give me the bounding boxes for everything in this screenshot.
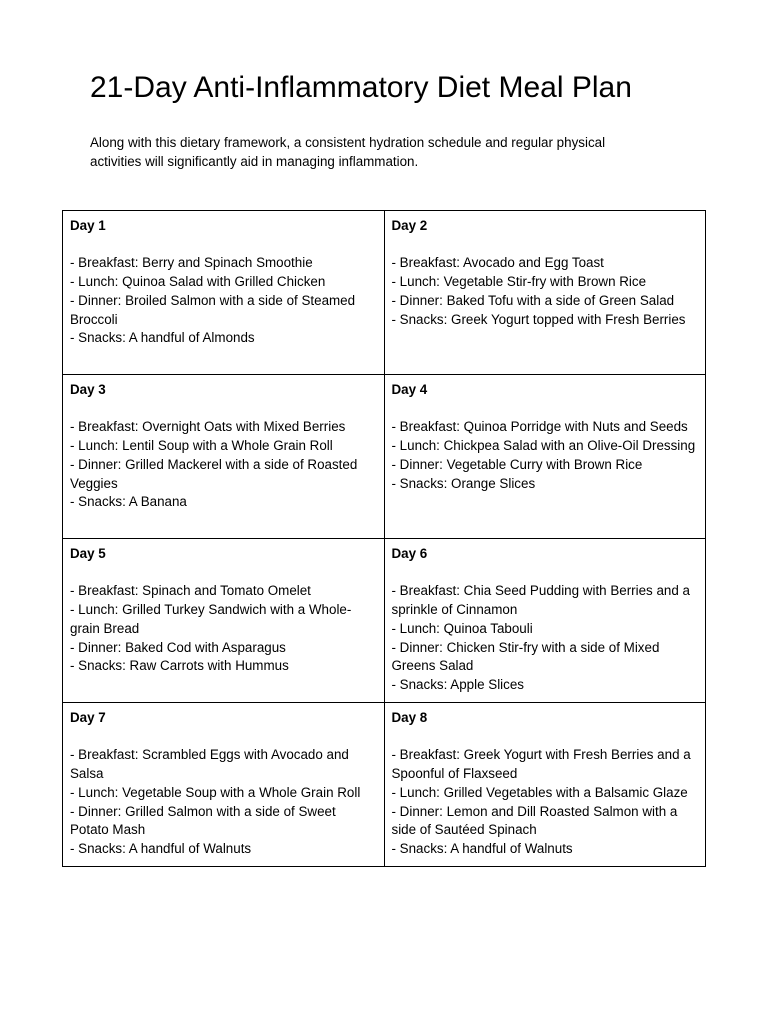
meal-line: - Dinner: Baked Tofu with a side of Green Salad [391,292,675,308]
meal-line: - Dinner: Baked Cod with Asparagus [70,639,286,655]
table-row [63,703,706,867]
meal-line: - Dinner: Broiled Salmon with a side of Steamed Broccoli [70,292,356,327]
meal-line: - Breakfast: Greek Yogurt with Fresh Berries and a Spoonful of Flaxseed [391,747,691,782]
meal-line: - Lunch: Quinoa Salad with Grilled Chicken [70,274,326,290]
meal-line: - Lunch: Grilled Turkey Sandwich with a Whole-grain Bread [70,602,352,636]
day-title: Day 4 [391,382,428,397]
meal-line: - Snacks: Raw Carrots with Hummus [70,658,289,674]
day-title: Day 7 [70,710,106,725]
day-cell [384,375,706,539]
meal-line: - Breakfast: Overnight Oats with Mixed Berries [70,419,346,435]
meal-line: - Snacks: Apple Slices [391,676,524,692]
day-cell [384,703,706,867]
meal-line: - Dinner: Lemon and Dill Roasted Salmon with a side of Sautéed Spinach [391,803,678,838]
day-title: Day 1 [70,218,106,233]
meal-line: - Lunch: Quinoa Tabouli [391,620,533,636]
meal-line: - Snacks: Orange Slices [391,475,536,491]
meal-line: - Breakfast: Spinach and Tomato Omelet [70,583,311,599]
meal-line: - Snacks: A Banana [70,494,187,510]
day-title: Day 8 [391,710,428,725]
meal-line: - Breakfast: Berry and Spinach Smoothie [70,255,313,271]
meal-line: - Snacks: A handful of Walnuts [70,840,252,856]
meal-line: - Snacks: A handful of Walnuts [391,840,573,856]
day-cell [63,539,385,703]
meal-line: - Snacks: Greek Yogurt topped with Fresh Berries [391,311,686,327]
meal-line: - Dinner: Vegetable Curry with Brown Rice [391,456,643,472]
day-title: Day 2 [391,218,428,233]
meal-line: - Lunch: Chickpea Salad with an Olive-Oil Dressing [391,438,696,454]
meal-line: - Dinner: Grilled Mackerel with a side of Roasted Veggies [70,456,358,491]
page-title: 21-Day Anti-Inflammatory Diet Meal Plan [90,71,632,104]
day-cell [63,703,385,867]
meal-line: - Lunch: Grilled Vegetables with a Balsamic Glaze [391,784,688,800]
table-row [63,375,706,539]
meal-line: - Dinner: Chicken Stir-fry with a side of Mixed Greens Salad [391,639,660,674]
meal-line: - Breakfast: Scrambled Eggs with Avocado and Salsa [70,747,349,782]
meal-plan-table [62,210,706,867]
meal-line: - Lunch: Vegetable Soup with a Whole Grain Roll [70,784,361,800]
table-row [63,539,706,703]
meal-line: - Breakfast: Avocado and Egg Toast [391,255,604,271]
meal-line: - Lunch: Vegetable Stir-fry with Brown Rice [391,274,647,290]
meal-line: - Dinner: Grilled Salmon with a side of Sweet Potato Mash [70,803,336,838]
meal-line: - Lunch: Lentil Soup with a Whole Grain Roll [70,438,333,454]
day-title: Day 5 [70,546,106,561]
intro-paragraph: Along with this dietary framework, a consistent hydration schedule and regular physical activities will significantly aid in managing inflammation. [90,135,606,169]
day-cell [384,211,706,375]
day-cell [63,211,385,375]
table-row [63,211,706,375]
meal-line: - Snacks: A handful of Almonds [70,330,255,346]
meal-line: - Breakfast: Chia Seed Pudding with Berries and a sprinkle of Cinnamon [391,583,690,618]
meal-line: - Breakfast: Quinoa Porridge with Nuts and Seeds [391,419,688,435]
day-cell [63,375,385,539]
day-title: Day 6 [391,546,428,561]
day-cell [384,539,706,703]
day-title: Day 3 [70,382,106,397]
